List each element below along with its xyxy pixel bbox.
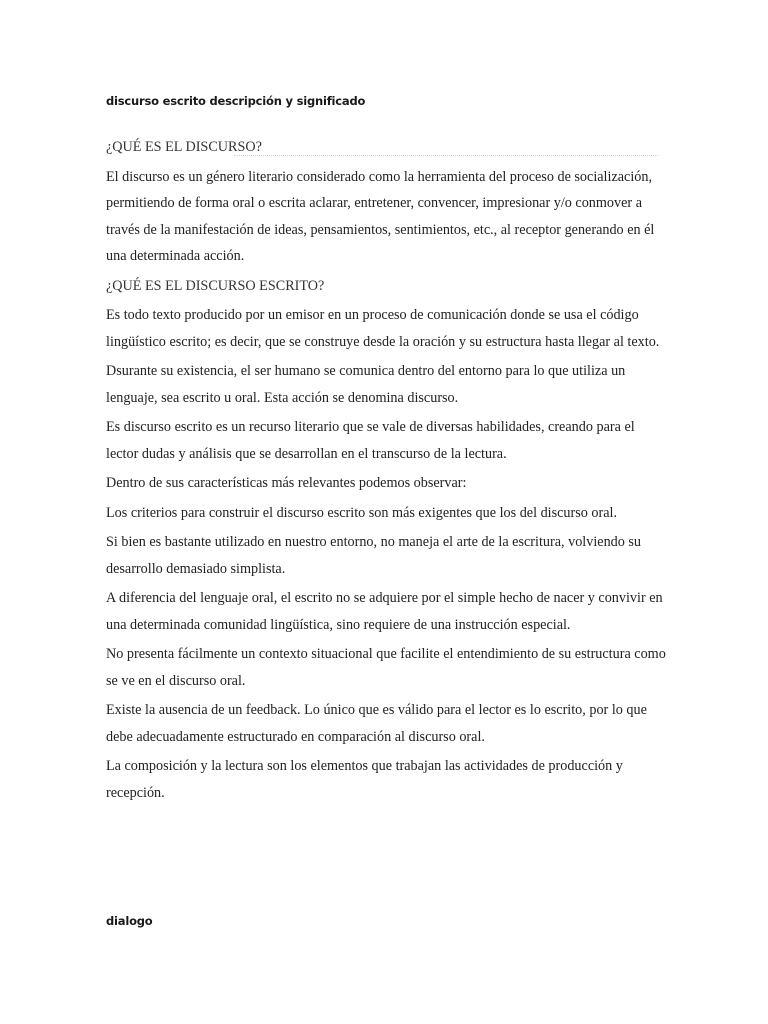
paragraph: Los criterios para construir el discurso escrito son más exigentes que los del discurso oral. [106, 504, 618, 521]
paragraph: Existe la ausencia de un feedback. Lo único que es válido para el lector es lo escrito, por lo que debe adecuadamente estructurado en comparación al discurso oral. [106, 702, 647, 745]
paragraph: A diferencia del lenguaje oral, el escrito no se adquiere por el simple hecho de nacer y convivir en una determinada comunidad lingüística, sino requiere de una instrucción especial. [106, 590, 663, 633]
paragraph: El discurso es un género literario considerado como la herramienta del proceso de socialización, permitiendo de forma oral o escrita aclarar, entretener, convencer, impresionar y/o conmover a través de la manifestación de ideas, pensamientos, sentimientos, etc., al receptor generando en él una determinada acción. [106, 168, 655, 264]
section-heading-discurso-escrito: ¿QUÉ ES EL DISCURSO ESCRITO? [106, 277, 325, 294]
paragraph: La composición y la lectura son los elementos que trabajan las actividades de producción y recepción. [106, 758, 623, 801]
paragraph: Es discurso escrito es un recurso literario que se vale de diversas habilidades, creando para el lector dudas y análisis que se desarrollan en el transcurso de la lectura. [106, 419, 635, 462]
paragraph: Es todo texto producido por un emisor en un proceso de comunicación donde se usa el código lingüístico escrito; es decir, que se construye desde la oración y su estructura hasta llegar al texto. [106, 307, 660, 350]
document-body [106, 134, 666, 809]
document-title: discurso escrito descripción y significado [106, 94, 366, 108]
paragraph: Dsurante su existencia, el ser humano se comunica dentro del entorno para lo que utiliza un lenguaje, sea escrito u oral. Esta acción se denomina discurso. [106, 363, 626, 406]
paragraph: Dentro de sus características más relevantes podemos observar: [106, 475, 467, 491]
paragraph: No presenta fácilmente un contexto situacional que facilite el entendimiento de su estructura como se ve en el discurso oral. [106, 646, 666, 689]
paragraph: Si bien es bastante utilizado en nuestro entorno, no maneja el arte de la escritura, volviendo su desarrollo demasiado simplista. [106, 534, 642, 577]
section-heading-dialogo: dialogo [106, 914, 153, 928]
section-heading-discurso: ¿QUÉ ES EL DISCURSO? [106, 139, 262, 155]
